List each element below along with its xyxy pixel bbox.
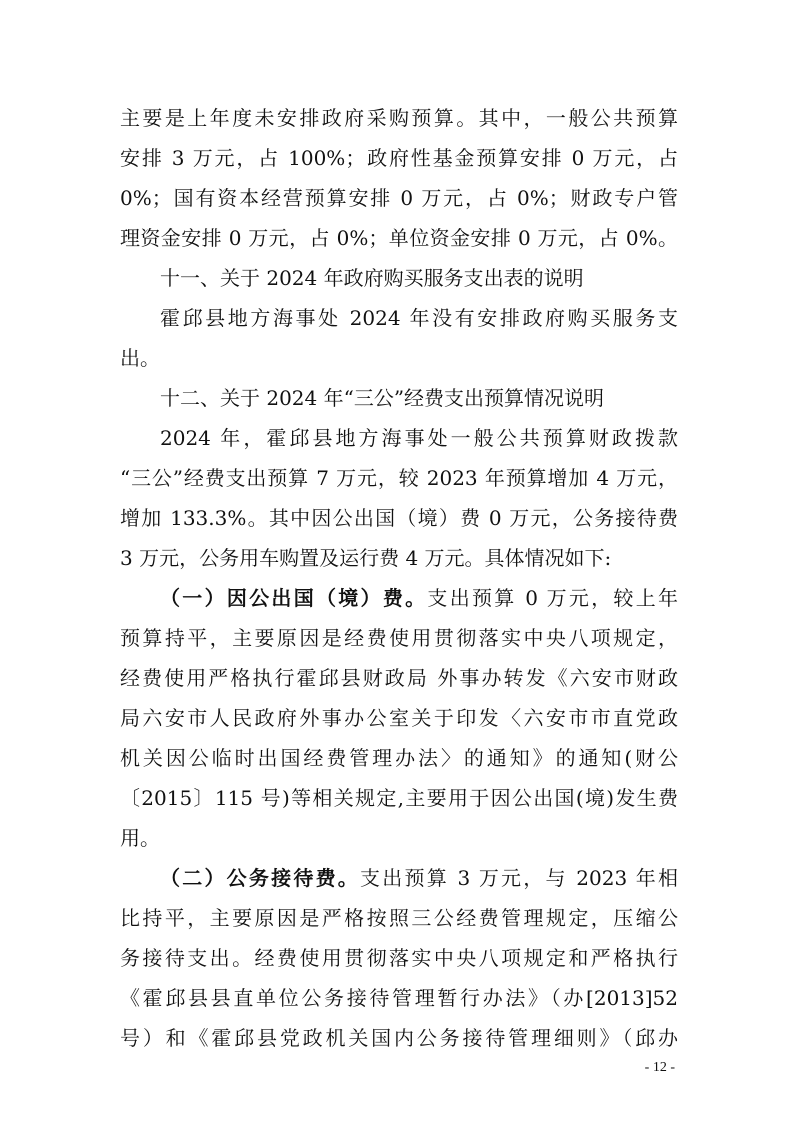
paragraph-line: 增加 133.3%。其中因公出国（境）费 0 万元，公务接待费 [120,506,678,530]
section-heading-11: 十一、关于 2024 年政府购买服务支出表的说明 [160,266,584,290]
paragraph-line: 局六安市人民政府外事办公室关于印发〈六安市市直党政 [120,706,678,730]
paragraph-line: 用。 [120,826,160,850]
subsection-line [160,868,678,888]
paragraph-line: 主要是上年度未安排政府采购预算。其中，一般公共预算 [120,106,678,130]
paragraph-line: 0%；国有资本经营预算安排 0 万元，占 0%；财政专户管 [120,186,678,210]
paragraph-line: 预算持平，主要原因是经费使用贯彻落实中央八项规定， [120,626,678,650]
subsection-title-reception: （二）公务接待费。 [160,866,361,890]
paragraph-line: 安排 3 万元，占 100%；政府性基金预算安排 0 万元，占 [120,146,678,170]
subsection-title-travel: （一）因公出国（境）费。 [160,586,428,610]
paragraph-line: 比持平，主要原因是严格按照三公经费管理规定，压缩公 [120,906,678,930]
page-number: - 12 - [644,1060,675,1075]
subsection-line [160,588,678,608]
paragraph-line: “三公”经费支出预算 7 万元，较 2023 年预算增加 4 万元， [120,466,678,490]
subsection-text: 支出预算 3 万元，与 2023 年相 [360,866,679,890]
paragraph-line: 3 万元，公务用车购置及运行费 4 万元。具体情况如下: [120,546,612,570]
paragraph-line: 2024 年，霍邱县地方海事处一般公共预算财政拨款 [160,426,678,450]
paragraph-line: 出。 [120,346,160,370]
paragraph-line: 霍邱县地方海事处 2024 年没有安排政府购买服务支 [160,306,678,330]
paragraph-line: 理资金安排 0 万元，占 0%；单位资金安排 0 万元，占 0%。 [120,226,678,250]
section-heading-12: 十二、关于 2024 年“三公”经费支出预算情况说明 [160,386,605,410]
subsection-text: 支出预算 0 万元，较上年 [427,586,678,610]
paragraph-line: 号）和《霍邱县党政机关国内公务接待管理细则》（邱办 [120,1026,678,1050]
paragraph-line: 务接待支出。经费使用贯彻落实中央八项规定和严格执行 [120,946,678,970]
paragraph-line: 〔2015〕115 号)等相关规定,主要用于因公出国(境)发生费 [120,786,678,810]
paragraph-line: 经费使用严格执行霍邱县财政局 外事办转发《六安市财政 [120,666,678,690]
paragraph-line: 机关因公临时出国经费管理办法〉的通知》的通知(财公 [120,746,678,770]
paragraph-line: 《霍邱县县直单位公务接待管理暂行办法》（办[2013]52 [120,986,678,1010]
